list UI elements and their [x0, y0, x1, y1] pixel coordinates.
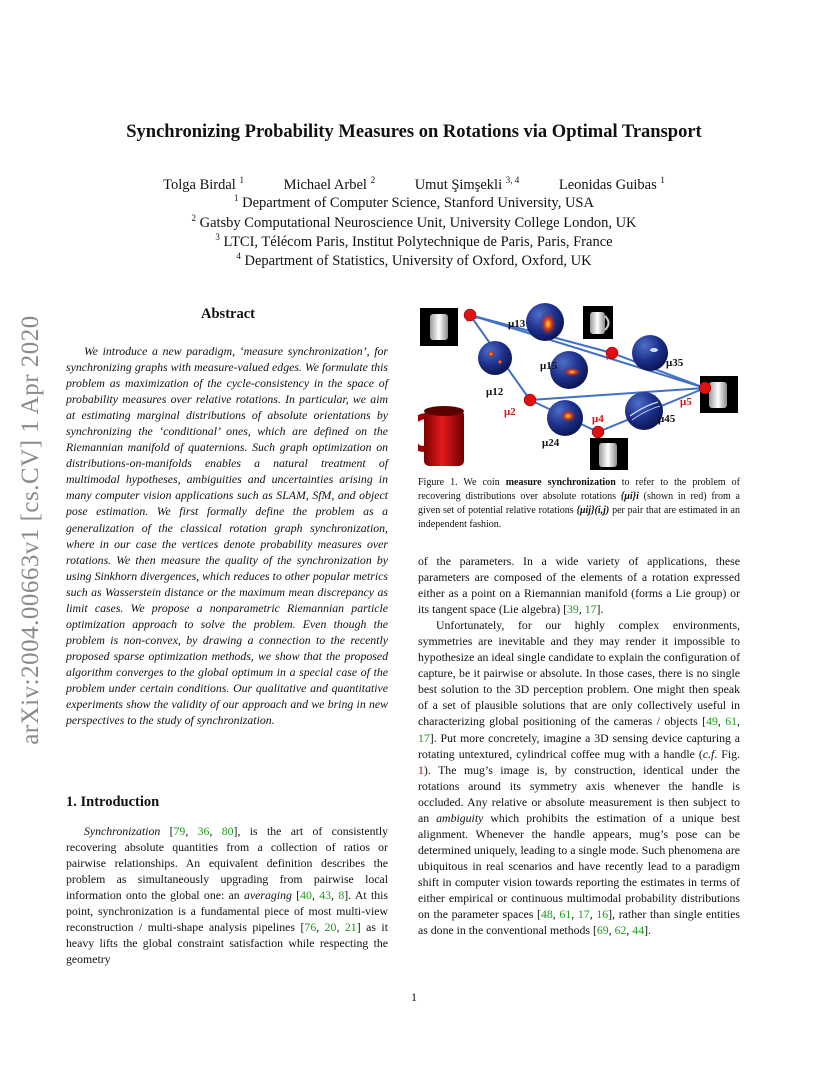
affiliation: $^2$ Gatsby Computational Neuroscience Unit, University College London, UK [191, 213, 637, 231]
citation-link[interactable]: 44 [632, 923, 645, 938]
mug-tile [420, 308, 458, 346]
node-label: μ5 [680, 396, 692, 408]
abstract-text: We introduce a new paradigm, ‘measure synchronization’, for synchronizing graphs with measure-valued edges. We formulate this problem as maximization of the cycle-consistency in the space of probability measures over relative rotations. In particular, we aim at estimating marginal distributions of absolute orientations by synchronizing the ‘conditional’ ones, which are defined on the Riemannian manifold of quaternions. Such graph optimization on distributions-on-manifolds enables a natural treatment of multimodal hypotheses, ambiguities and uncertainties arising in many computer vision applications such as SLAM, SfM, and object pose estimation. We first formally define the problem as a generalization of the classical rotation graph synchronization, where in our case the vertices denote probability measures over rotations. We then measure the quality of the synchronization by using Sinkhorn divergences, which reduces to other popular metrics such as Wasserstein distance or the maximum mean discrepancy as limit cases. We propose a nonparametric Riemannian particle optimization approach to solve the problem. Even though the problem is non-convex, by drawing a connection to the recently proposed sparse optimization methods, we show that the proposed algorithm converges to the global optimum in a special case of the problem under certain conditions. Our qualitative and quantitative experiments show the validity of our approach and we bring in new perspectives to the study of synchronization. [66, 344, 388, 728]
citation-link[interactable]: 21 [344, 920, 357, 935]
right-column-text [418, 553, 740, 938]
page-title: Synchronizing Probability Measures on Rotations via Optimal Transport [126, 122, 702, 142]
citation-link[interactable]: 76 [304, 920, 317, 935]
citation-link[interactable]: 80 [221, 824, 234, 838]
citation-link[interactable]: 17 [418, 730, 430, 745]
citation-link[interactable]: 79 [173, 824, 186, 838]
citation-link[interactable]: 8 [338, 888, 345, 903]
paragraph: Unfortunately, for our highly complex environments, symmetries are inevitable and they may render it impossible to hypothesize an ideal single candidate to explain the configuration of capture, be it pairwise or absolute. In those cases, there is no single best solution to the 3D perception problem. One might then speak of a set of plausible solutions that are only collectively useful in characterizing global positioning of the cameras / objects [49, 61, 17]. Put more concretely, imagine a 3D sensing device capturing a rotating untextured, cylindrical coffee mug with a handle (c.f. Fig. 1). The mug’s image is, by construction, identical under the rotations around its symmetry axis whenever the handle is occluded. Any relative or absolute measurement is then subject to an ambiguity which prohibits the estimation of a unique best alignment. Whenever the handle appears, mug’s pose can be determined uniquely, leading to a single mode. Such phenomena are ubiquitous in real scenarios and have recently lead to a paradigm shift in computer vision towards reporting the estimates in terms of either empirical or continuous multimodal probability distributions on the parameter spaces [48, 61, 17, 16], rather than single entities as done in the conventional methods [69, 62, 44]. [418, 618, 741, 938]
mug-tile [700, 376, 738, 413]
edge-label: μ13 [508, 318, 526, 330]
edge-label: μ24 [542, 437, 560, 449]
node-label: μ2 [504, 406, 516, 418]
author-list [60, 175, 768, 194]
citation-link[interactable]: 62 [614, 923, 627, 938]
author: Umut Şimşekli $^{3, 4}$ [414, 175, 520, 193]
section-heading: 1. Introduction [66, 794, 160, 810]
arxiv-stamp: arXiv:2004.00663v1 [cs.CV] 1 Apr 2020 [17, 315, 44, 745]
sphere-mu12 [478, 341, 512, 375]
author: Michael Arbel $^2$ [283, 175, 376, 193]
edge-label: μ45 [658, 413, 676, 425]
citation-link[interactable]: 39 [567, 602, 579, 617]
citation-link[interactable]: 49 [706, 714, 718, 729]
sphere-mu35 [632, 335, 668, 371]
citation-link[interactable]: 17 [577, 907, 590, 922]
intro-paragraph: Synchronization [79, 36, 80], is the art of consistently recovering absolute quantities from a collection of ratios or pairwise relationships. An equivalent definition describes the problem as simultaneously upgrading from pairwise local information onto the global one: an averaging [40, 43, 8]. At this point, synchronization is a fundamental piece of most multi-view reconstruction / multi-shape analysis pipelines [76, 20, 21] as it heavy lifts the global constraint satisfaction while respecting the geometry [66, 824, 388, 967]
edge-label: μ12 [486, 386, 504, 398]
edge-label: μ35 [666, 357, 684, 369]
citation-link[interactable]: 69 [596, 923, 609, 938]
node-label: μ1 [466, 310, 478, 322]
figure-1 [418, 298, 740, 470]
sphere-mu24 [547, 400, 583, 436]
citation-link[interactable]: 40 [300, 888, 312, 903]
paragraph: of the parameters. In a wide variety of applications, these parameters are composed of the elements of a rotation expressed either as a point on a Riemannian manifold (forms a Lie group) or its tangent space (Lie algebra) [39, 17]. [418, 554, 740, 617]
abstract-heading: Abstract [201, 306, 255, 322]
affiliation: $^1$ Department of Computer Science, Stanford University, USA [234, 193, 594, 211]
figure-caption: Figure 1. We coin measure synchronization to refer to the problem of recovering distributions over absolute rotations {μi}i (shown in red) from a given set of potential relative rotations {μij}(i,j) per pair that are estimated in an independent fashion. [418, 477, 741, 530]
red-mug-illustration [418, 406, 464, 466]
sphere-mu13 [526, 303, 564, 341]
affiliation: $^4$ Department of Statistics, University of Oxford, Oxford, UK [236, 251, 592, 269]
citation-link[interactable]: 36 [197, 824, 210, 838]
node-label: μ3 [606, 348, 618, 360]
figure-link[interactable]: 1 [418, 762, 424, 777]
citation-link[interactable]: 20 [324, 920, 337, 935]
edge-label: μ15 [540, 360, 558, 372]
page-number: 1 [411, 990, 417, 1004]
mug-tile [583, 306, 613, 339]
author: Tolga Birdal $^1$ [163, 175, 244, 193]
affiliation: $^3$ LTCI, Télécom Paris, Institut Polytechnique de Paris, Paris, France [215, 232, 613, 250]
citation-link[interactable]: 17 [584, 602, 597, 617]
mug-tile [590, 438, 628, 470]
citation-link[interactable]: 61 [725, 714, 738, 729]
author: Leonidas Guibas $^1$ [558, 175, 665, 193]
citation-link[interactable]: 43 [319, 888, 332, 903]
node-label: μ4 [592, 413, 604, 425]
citation-link[interactable]: 48 [540, 907, 553, 922]
citation-link[interactable]: 16 [596, 907, 609, 922]
citation-link[interactable]: 61 [559, 907, 572, 922]
